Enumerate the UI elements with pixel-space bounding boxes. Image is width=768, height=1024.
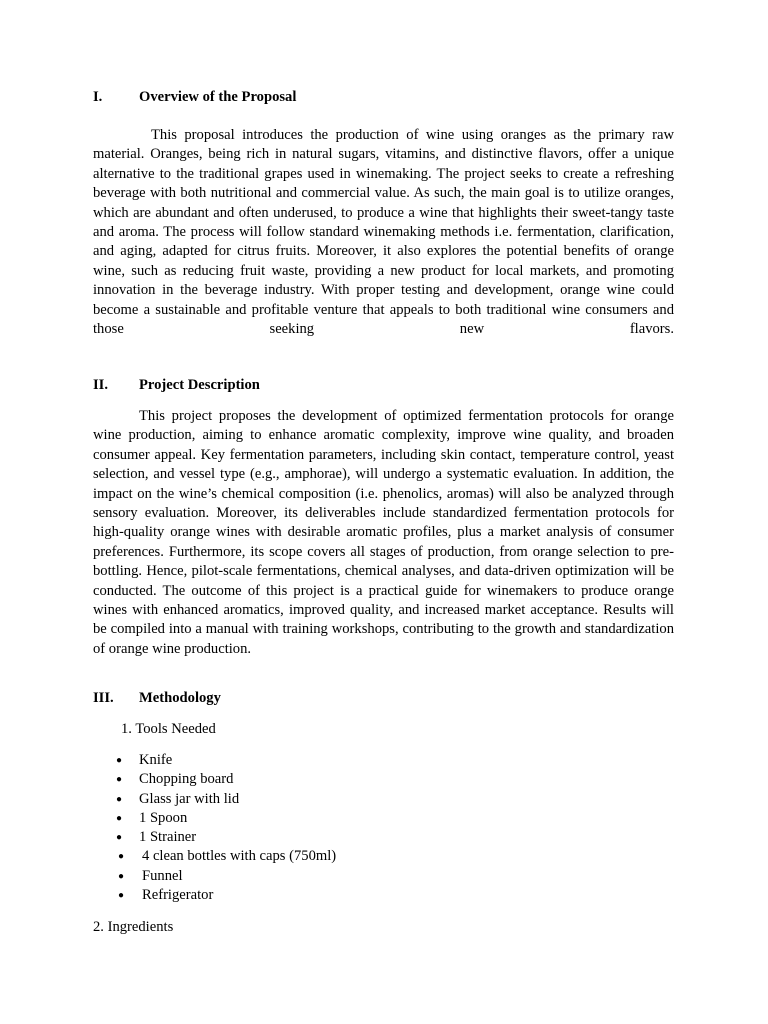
tools-needed-heading: 1. Tools Needed bbox=[121, 721, 216, 737]
section-number: III. bbox=[93, 690, 114, 706]
bullet-icon: ● bbox=[118, 851, 125, 863]
section-heading-project-description bbox=[93, 376, 260, 395]
section-title: Project Description bbox=[139, 377, 260, 393]
bullet-icon: ● bbox=[116, 774, 123, 786]
section-heading-overview bbox=[93, 88, 296, 107]
bullet-icon: ● bbox=[116, 832, 123, 844]
bullet-icon: ● bbox=[118, 870, 125, 882]
ingredients-heading: 2. Ingredients bbox=[93, 919, 174, 935]
section-title: Overview of the Proposal bbox=[139, 89, 297, 105]
project-description-paragraph: This project proposes the development of optimized fermentation protocols for orange wine production, aiming to enhance aromatic complexity, improve wine quality, and broaden consumer appeal. Key fermentation parameters, including skin contact, temperature control, yeast selection, and vessel type (e.g., amphorae), will undergo a systematic evaluation. In addition, the impact on the wine’s chemical composition (i.e. phenolics, aromas) will also be analyzed through sensory evaluation. Moreover, its deliverables include standardized fermentation protocols for high-quality orange wines with desirable aromatic profiles, plus a market analysis of consumer preferences. Furthermore, its scope covers all stages of production, from orange selection to pre-bottling. Hence, pilot-scale fermentations, chemical analyses, and data-driven optimization will be conducted. The outcome of this project is a practical guide for winemakers to produce orange wines with enhanced aromatics, improved quality, and increased market acceptance. Results will be compiled into a manual with training workshops, contributing to the growth and standardization of orange wine production. bbox=[93, 408, 674, 657]
section-number: I. bbox=[93, 89, 103, 105]
section-heading-methodology bbox=[93, 689, 221, 708]
bullet-icon: ● bbox=[116, 755, 123, 766]
bullet-icon: ● bbox=[116, 793, 123, 805]
section-title: Methodology bbox=[139, 690, 221, 706]
bullet-icon: ● bbox=[118, 890, 125, 902]
document-page: I. Overview of the Proposal This proposal introduces the production of wine using oranges as the primary raw material. Oranges, being rich in natural sugars, vitamins, and distinctive flavors, offer a unique alternative to the traditional grapes used in winemaking. The project seeks to create a refreshing beverage with both nutritional and commercial value. As such, the main goal is to utilize oranges, which are abundant and often underused, to produce a wine that highlights their sweet-tangy taste and aroma. The process will follow standard winemaking methods i.e. fermentation, clarification, and aging, adapted for citrus fruits. Moreover, it also explores the potential benefits of orange wine, such as reducing fruit waste, providing a new product for local markets, and promoting innovation in the beverage industry. With proper testing and development, orange wine could become a sustainable and profitable venture that appeals to both traditional wine consumers and those seeking new flavors. II. Project Description This project proposes the development of optimized fermentation protocols for orange wine production, aiming to enhance aromatic complexity, improve wine quality, and broaden consumer appeal. Key fermentation parameters, including skin contact, temperature control, yeast selection, and vessel type (e.g., amphorae), will undergo a systematic evaluation. In addition, the impact on the wine’s chemical composition (i.e. phenolics, aromas) will also be analyzed through sensory evaluation. Moreover, its deliverables include standardized fermentation protocols for high-quality orange wines with desirable aromatic profiles, plus a market analysis of consumer preferences. Furthermore, its scope covers all stages of production, from orange selection to pre-bottling. Hence, pilot-scale fermentations, chemical analyses, and data-driven optimization will be conducted. The outcome of this project is a practical guide for winemakers to produce orange wines with enhanced aromatics, improved quality, and increased market acceptance. Results will be compiled into a manual with training workshops, contributing to the growth and standardization of orange wine production. III. Methodology 1. Tools Needed ● Knife ● Chopping board ● Glass jar with lid ● 1 Spoon ● 1 Strainer ● 4 clean bottles with caps (750ml) ● Funnel ● Refrigerator 2. Ingredients bbox=[93, 89, 674, 935]
section-number: II. bbox=[93, 377, 109, 393]
bullet-icon: ● bbox=[116, 812, 123, 824]
overview-paragraph: This proposal introduces the production of wine using oranges as the primary raw material. Oranges, being rich in natural sugars, vitamins, and distinctive flavors, offer a unique alternative to the traditional grapes used in winemaking. The project seeks to create a refreshing beverage with both nutritional and commercial value. As such, the main goal is to utilize oranges, which are abundant and often underused, to produce a wine that highlights their sweet-tangy taste and aroma. The process will follow standard winemaking methods i.e. fermentation, clarification, and aging, adapted for citrus fruits. Moreover, it also explores the potential benefits of orange wine, such as reducing fruit waste, providing a new product for local markets, and promoting innovation in the beverage industry. With proper testing and development, orange wine could become a sustainable and profitable venture that appeals to both traditional wine consumers and those seeking new flavors. bbox=[93, 127, 674, 338]
